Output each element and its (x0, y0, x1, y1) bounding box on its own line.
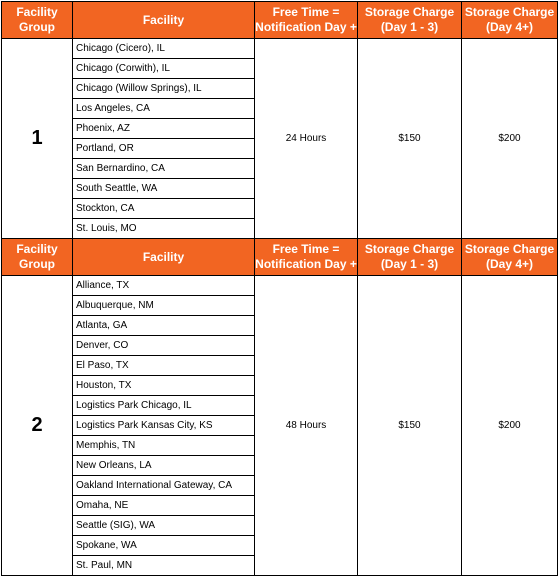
facility-name: El Paso, TX (73, 356, 255, 376)
facility-name: Atlanta, GA (73, 316, 255, 336)
header-storage-day-4-plus-line2: (Day 4+) (485, 257, 534, 271)
facility-name: Spokane, WA (73, 536, 255, 556)
free-time-value: 48 Hours (255, 276, 358, 576)
facility-name: Seattle (SIG), WA (73, 516, 255, 536)
facility-name: Los Angeles, CA (73, 99, 255, 119)
table-body (2, 2, 558, 576)
header-storage-day-1-3 (358, 2, 462, 39)
header-storage-day-1-3 (358, 239, 462, 276)
facility-name: St. Paul, MN (73, 556, 255, 576)
facility-name: Oakland International Gateway, CA (73, 476, 255, 496)
header-row (2, 239, 558, 276)
header-free-time-line2: Notification Day + (255, 20, 357, 34)
header-facility-group (2, 2, 73, 39)
table-row (2, 276, 558, 296)
header-storage-day-4-plus (462, 239, 558, 276)
facility-name: Logistics Park Kansas City, KS (73, 416, 255, 436)
header-facility-group-line1: Facility (16, 5, 58, 19)
facility-name: Stockton, CA (73, 199, 255, 219)
facility-group-number: 2 (2, 276, 73, 576)
facility-name: Phoenix, AZ (73, 119, 255, 139)
facility-name: Denver, CO (73, 336, 255, 356)
header-storage-day-1-3-line2: (Day 1 - 3) (380, 257, 439, 271)
facility-name: Logistics Park Chicago, IL (73, 396, 255, 416)
header-storage-day-4-plus (462, 2, 558, 39)
facility-name: Omaha, NE (73, 496, 255, 516)
header-storage-day-1-3-line1: Storage Charge (364, 242, 455, 256)
header-facility-group-line1: Facility (16, 242, 58, 256)
free-time-value: 24 Hours (255, 39, 358, 239)
header-storage-day-4-plus-line2: (Day 4+) (485, 20, 534, 34)
header-facility-group-line2: Group (19, 257, 55, 271)
table-row (2, 39, 558, 59)
header-free-time-line1: Free Time = (272, 5, 340, 19)
storage-rates-table (1, 1, 558, 576)
storage-day-1-3-value: $150 (358, 39, 462, 239)
facility-name: Portland, OR (73, 139, 255, 159)
facility-name: Chicago (Willow Springs), IL (73, 79, 255, 99)
facility-name: Alliance, TX (73, 276, 255, 296)
facility-name: Memphis, TN (73, 436, 255, 456)
facility-name: St. Louis, MO (73, 219, 255, 239)
header-facility-group (2, 239, 73, 276)
header-row (2, 2, 558, 39)
header-free-time-line1: Free Time = (272, 242, 340, 256)
facility-group-number: 1 (2, 39, 73, 239)
facility-name: New Orleans, LA (73, 456, 255, 476)
header-facility-group-line2: Group (19, 20, 55, 34)
facility-name: South Seattle, WA (73, 179, 255, 199)
header-storage-day-1-3-line1: Storage Charge (364, 5, 455, 19)
storage-day-1-3-value: $150 (358, 276, 462, 576)
header-storage-day-4-plus-line1: Storage Charge (464, 242, 555, 256)
header-facility: Facility (73, 2, 255, 39)
header-free-time-line2: Notification Day + (255, 257, 357, 271)
storage-day-4-plus-value: $200 (462, 276, 558, 576)
header-storage-day-4-plus-line1: Storage Charge (464, 5, 555, 19)
header-facility: Facility (73, 239, 255, 276)
header-storage-day-1-3-line2: (Day 1 - 3) (380, 20, 439, 34)
facility-name: Chicago (Cicero), IL (73, 39, 255, 59)
header-free-time (255, 239, 358, 276)
facility-name: Houston, TX (73, 376, 255, 396)
facility-name: Albuquerque, NM (73, 296, 255, 316)
facility-name: Chicago (Corwith), IL (73, 59, 255, 79)
rates-table-wrapper (1, 1, 557, 576)
header-free-time (255, 2, 358, 39)
facility-name: San Bernardino, CA (73, 159, 255, 179)
storage-day-4-plus-value: $200 (462, 39, 558, 239)
